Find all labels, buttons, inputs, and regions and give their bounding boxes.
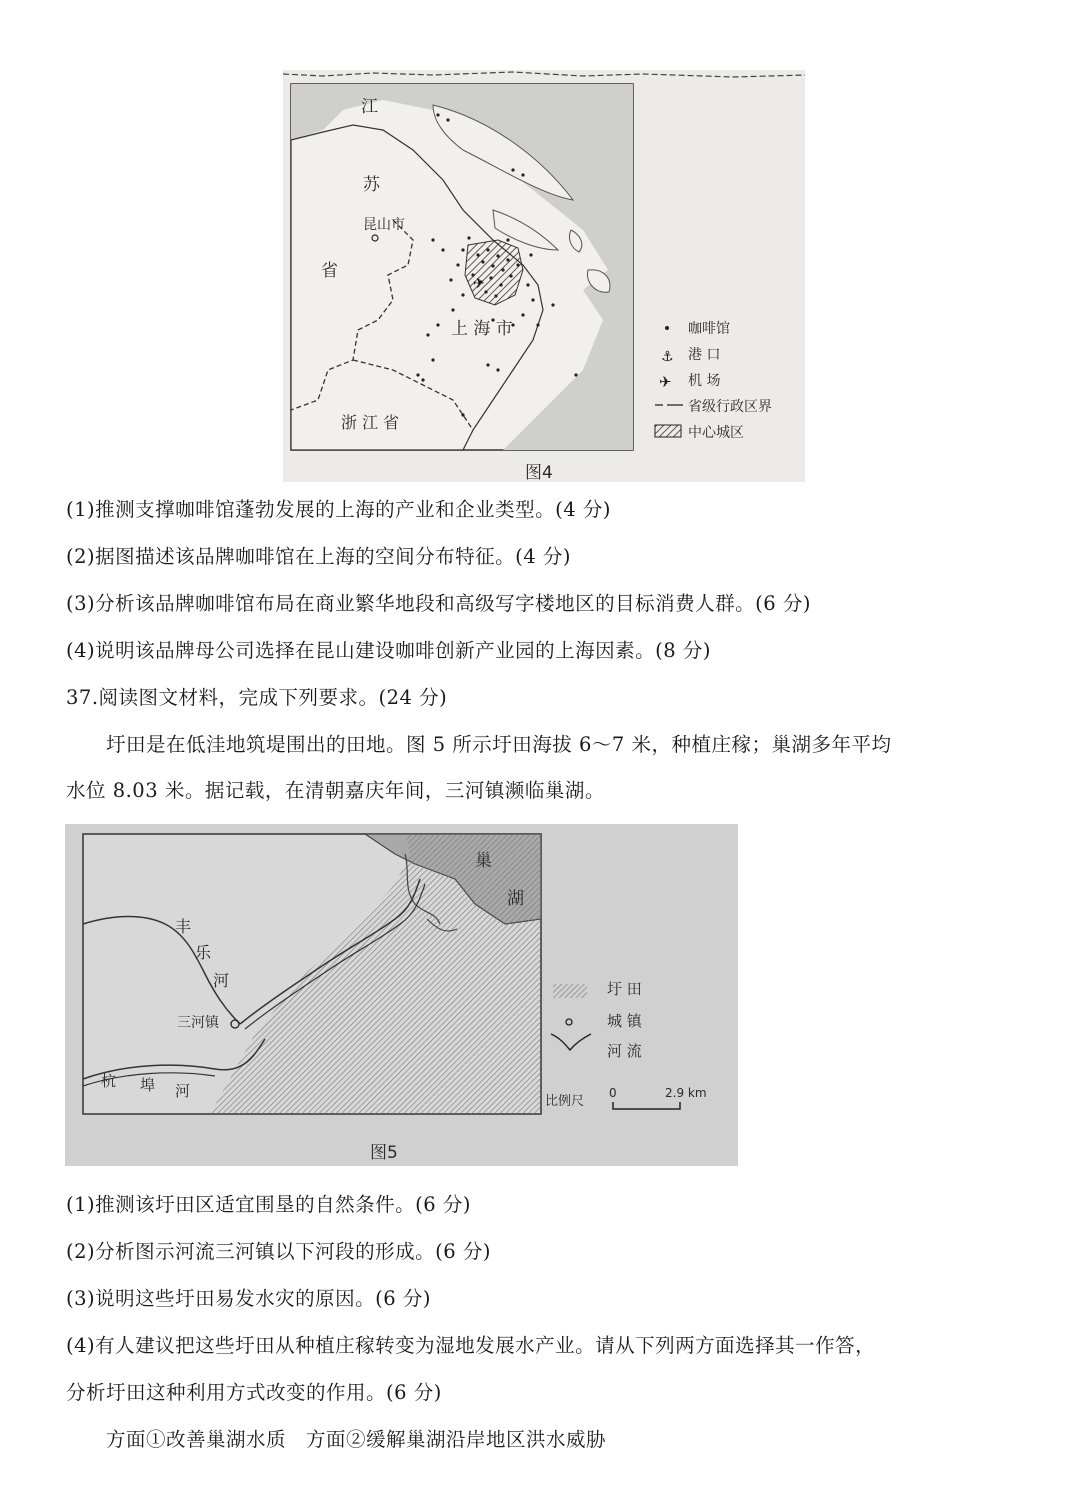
figure-4-caption: 图4	[525, 463, 553, 482]
q36-1: (1)推测支撑咖啡馆蓬勃发展的上海的产业和企业类型。(4 分)	[66, 498, 611, 521]
legend-cafe-label: 咖啡馆	[688, 321, 730, 337]
scale-end: 2.9 km	[665, 1086, 707, 1100]
label-hang: 杭	[101, 1072, 117, 1090]
label-hu: 湖	[507, 889, 524, 909]
label-he: 河	[213, 971, 230, 990]
legend-dot-icon	[665, 326, 669, 330]
label-sanhe-town: 三河镇	[177, 1015, 219, 1031]
legend-hatch-icon	[655, 425, 681, 437]
legend-port-label: 港 口	[688, 347, 721, 363]
legend-town-label: 城 镇	[607, 1012, 642, 1030]
label-su: 苏	[363, 175, 380, 195]
q36-4: (4)说明该品牌母公司选择在昆山建设咖啡创新产业园的上海因素。(8 分)	[66, 639, 711, 662]
q37-options: 方面①改善巢湖水质 方面②缓解巢湖沿岸地区洪水威胁	[106, 1428, 607, 1451]
legend-polder-icon	[553, 984, 587, 998]
legend-anchor-icon: ⚓	[661, 349, 674, 365]
q37-2: (2)分析图示河流三河镇以下河段的形成。(6 分)	[66, 1240, 491, 1263]
legend-river-label: 河 流	[607, 1042, 642, 1060]
q36-3: (3)分析该品牌咖啡馆布局在商业繁华地段和高级写字楼地区的目标消费人群。(6 分)	[66, 592, 811, 615]
q37-4-line1: (4)有人建议把这些圩田从种植庄稼转变为湿地发展水产业。请从下列两方面选择其一作答，	[66, 1334, 876, 1357]
legend-urban-label: 中心城区	[688, 425, 744, 441]
label-kunshan: 昆山市	[363, 217, 405, 233]
label-jiang: 江	[361, 97, 378, 117]
q37-paragraph-line1: 圩田是在低洼地筑堤围出的田地。图 5 所示圩田海拔 6～7 米，种植庄稼；巢湖多年平均	[106, 733, 892, 756]
q37-paragraph-line2: 水位 8.03 米。据记载，在清朝嘉庆年间，三河镇濒临巢湖。	[66, 779, 605, 802]
label-he2: 河	[175, 1082, 191, 1100]
label-chao: 巢	[475, 851, 492, 871]
figure-4-map	[283, 70, 805, 482]
label-bu: 埠	[140, 1076, 156, 1094]
scale-label: 比例尺	[545, 1094, 585, 1109]
q36-2: (2)据图描述该品牌咖啡馆在上海的空间分布特征。(4 分)	[66, 545, 571, 568]
label-zhejiang: 浙 江 省	[341, 413, 400, 432]
label-sheng: 省	[321, 261, 338, 281]
legend-polder-label: 圩 田	[607, 980, 642, 998]
q37-1: (1)推测该圩田区适宜围垦的自然条件。(6 分)	[66, 1193, 471, 1216]
q37-4-line2: 分析圩田这种利用方式改变的作用。(6 分)	[66, 1381, 442, 1404]
q37-3: (3)说明这些圩田易发水灾的原因。(6 分)	[66, 1287, 431, 1310]
figure-5-caption: 图5	[370, 1143, 398, 1163]
legend-boundary-label: 省级行政区界	[688, 399, 772, 415]
legend-plane-icon: ✈	[659, 373, 672, 391]
label-le: 乐	[195, 943, 212, 962]
scale-start: 0	[609, 1086, 617, 1100]
label-feng: 丰	[175, 917, 192, 936]
central-urban-area	[465, 240, 523, 305]
legend-airport-label: 机 场	[688, 373, 721, 389]
figure-5-map	[65, 824, 738, 1166]
label-shanghai: 上 海 市	[451, 319, 513, 339]
q37-heading: 37.阅读图文材料，完成下列要求。(24 分)	[66, 686, 448, 709]
airport-icon: ✈	[473, 276, 485, 292]
